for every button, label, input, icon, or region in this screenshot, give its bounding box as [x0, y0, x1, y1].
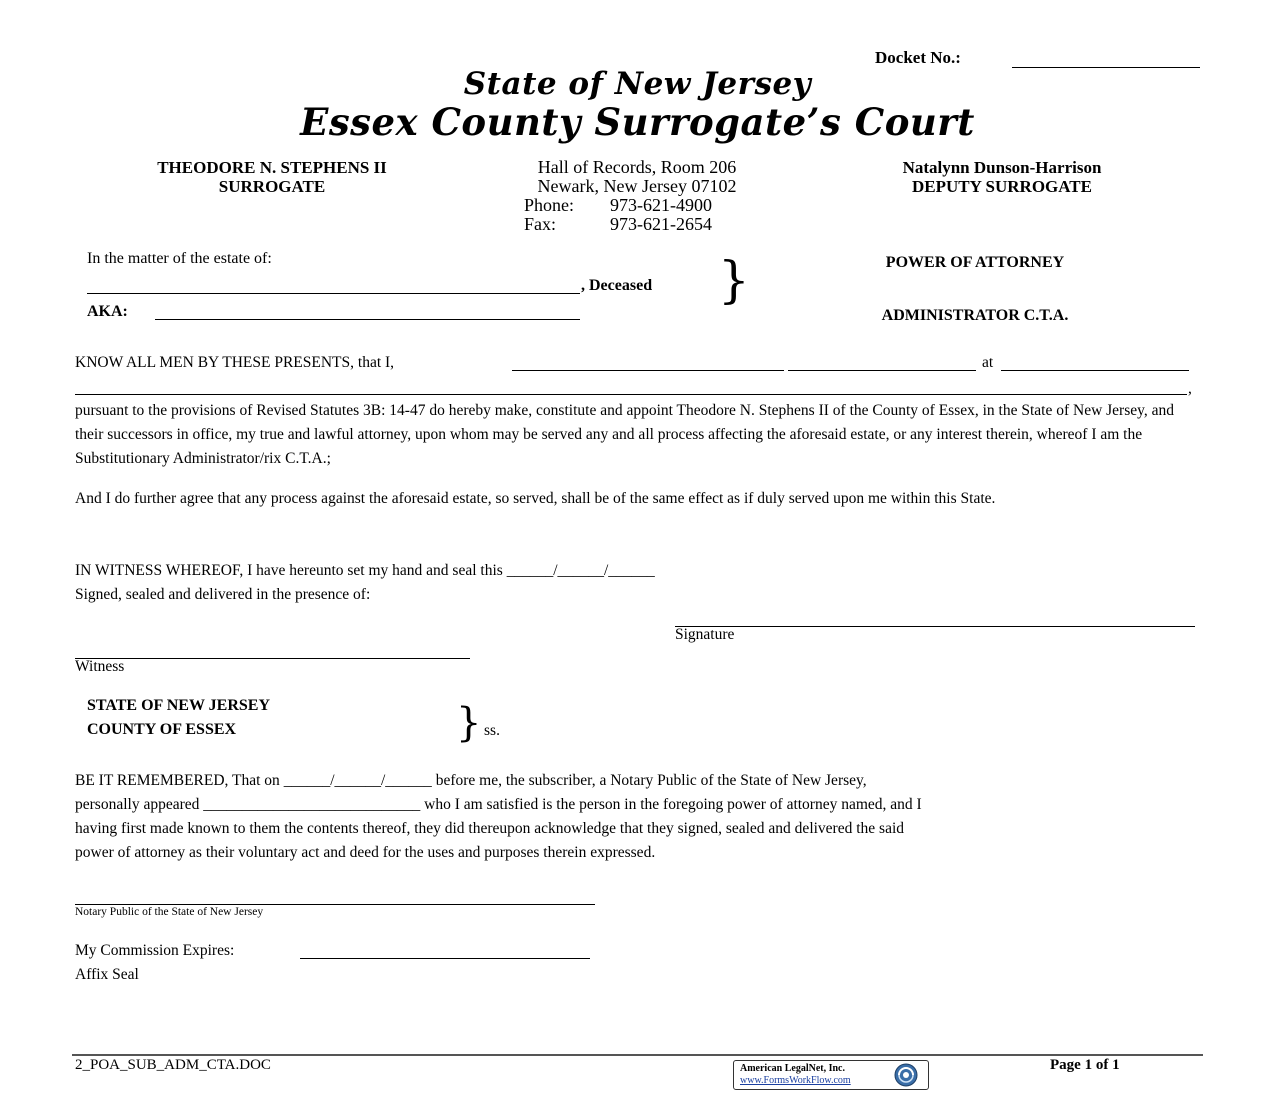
footer-rule	[72, 1054, 1203, 1056]
signature-label: Signature	[675, 626, 735, 643]
venue-state: STATE OF NEW JERSEY	[87, 697, 271, 714]
globe-icon	[894, 1063, 918, 1087]
court-name-title: Essex County Surrogate’s Court	[300, 100, 975, 144]
witness-signature-line[interactable]	[75, 658, 470, 659]
phone-number: 973-621-4900	[610, 195, 712, 215]
grantor-name-field[interactable]	[512, 370, 784, 371]
notary-label: Notary Public of the State of New Jersey	[75, 906, 264, 918]
acknowledgment-date-field[interactable]: ______/______/______	[283, 772, 432, 789]
appeared-name-field[interactable]: ____________________________	[203, 796, 421, 813]
remembered-line1	[75, 769, 867, 793]
at-label: at	[982, 354, 994, 371]
document-title-line2: ADMINISTRATOR C.T.A.	[881, 307, 1069, 324]
phone-label: Phone:	[524, 195, 575, 215]
address-line1: Hall of Records, Room 206	[537, 157, 737, 177]
right-brace-icon: }	[718, 251, 750, 309]
process-agreement-paragraph: And I do further agree that any process against the aforesaid estate, so served, shall be of the same effect as if duly served upon me within this State.	[75, 490, 996, 507]
page-number: Page 1 of 1	[1050, 1057, 1120, 1073]
logo-company-name: American LegalNet, Inc.	[740, 1063, 845, 1074]
witness-whereof-text	[75, 562, 655, 580]
aka-label: AKA:	[87, 303, 128, 320]
aka-field[interactable]	[155, 319, 580, 320]
court-state-title: State of New Jersey	[463, 66, 812, 102]
document-title-line1: POWER OF ATTORNEY	[885, 254, 1065, 271]
decedent-name-field[interactable]	[87, 293, 580, 294]
affix-seal-label: Affix Seal	[75, 966, 139, 983]
comma-mark: ,	[1188, 380, 1192, 397]
witness-date-field[interactable]: ______/______/______	[506, 562, 655, 579]
signed-in-presence-text: Signed, sealed and delivered in the presence of:	[75, 586, 371, 603]
witness-whereof-label: IN WITNESS WHEREOF, I have hereunto set my hand and seal this	[75, 562, 503, 579]
commission-expires-field[interactable]	[300, 958, 590, 959]
grantor-name-field-2[interactable]	[788, 370, 976, 371]
fax-number: 973-621-2654	[610, 214, 712, 234]
remembered-line3: having first made known to them the contents thereof, they did thereupon acknowledge that they signed, sealed and delivered the said	[75, 820, 905, 837]
know-all-men-text: KNOW ALL MEN BY THESE PRESENTS, that I,	[75, 354, 395, 371]
deputy-title: DEPUTY SURROGATE	[912, 177, 1092, 196]
remembered-rest2: who I am satisfied is the person in the foregoing power of attorney named, and I	[424, 796, 922, 813]
venue-county: COUNTY OF ESSEX	[87, 721, 237, 738]
grantor-address-field[interactable]	[1001, 370, 1189, 371]
appointment-paragraph: pursuant to the provisions of Revised Statutes 3B: 14-47 do hereby make, constitute and appoint Theodore N. Stephens II of the County of Essex, in the State of New Jersey, and their successors in office, my true and lawful attorney, upon whom may be served any and all process affecting the aforesaid estate, or any interest therein, whereof I am the Substitutionary Administrator/rix C.T.A.;	[75, 402, 1175, 467]
surrogate-title: SURROGATE	[218, 177, 326, 196]
matter-intro: In the matter of the estate of:	[87, 250, 272, 267]
remembered-line2	[75, 793, 922, 817]
witness-label: Witness	[75, 658, 125, 675]
commission-expires-label: My Commission Expires:	[75, 942, 235, 959]
american-legalnet-logo[interactable]	[733, 1060, 929, 1090]
grantor-address-field-2[interactable]	[75, 394, 1187, 395]
deputy-name: Natalynn Dunson-Harrison	[902, 158, 1102, 177]
deceased-label: , Deceased	[581, 277, 653, 294]
remembered-line4: power of attorney as their voluntary act and deed for the uses and purposes therein expressed.	[75, 844, 656, 861]
signature-line[interactable]	[675, 626, 1195, 627]
venue-brace-icon: }	[456, 700, 482, 746]
surrogate-name: THEODORE N. STEPHENS II	[157, 158, 387, 177]
fax-label: Fax:	[524, 214, 557, 234]
remembered-prefix: BE IT REMEMBERED, That on	[75, 772, 280, 789]
appeared-label: personally appeared	[75, 796, 200, 813]
address-line2: Newark, New Jersey 07102	[537, 176, 737, 196]
ss-label: ss.	[484, 722, 500, 739]
docket-label: Docket No.:	[875, 48, 961, 67]
footer-filename: 2_POA_SUB_ADM_CTA.DOC	[75, 1057, 271, 1073]
remembered-rest1: before me, the subscriber, a Notary Public of the State of New Jersey,	[435, 772, 867, 789]
logo-url[interactable]: www.FormsWorkFlow.com	[740, 1075, 851, 1086]
notary-signature-line[interactable]	[75, 904, 595, 905]
